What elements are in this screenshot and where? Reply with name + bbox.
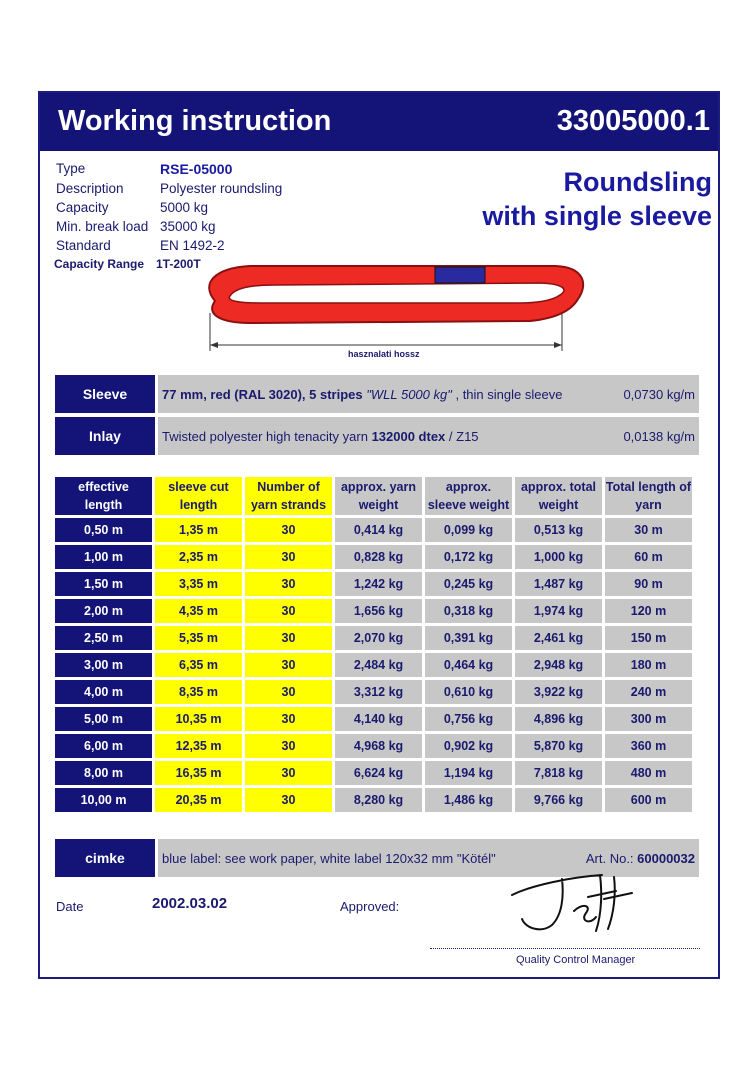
roundsling-drawing <box>40 253 722 363</box>
cell-total-weight: 1,487 kg <box>515 572 602 596</box>
dimension-arrow-right <box>554 342 562 348</box>
inlay-yarn: Twisted polyester high tenacity yarn <box>162 428 372 444</box>
spec-key-capacity-range: Capacity Range <box>54 257 145 271</box>
approver-role: Quality Control Manager <box>516 954 636 966</box>
cell-effective-length: 1,00 m <box>55 545 152 569</box>
cell-total-yarn-length: 90 m <box>605 572 692 596</box>
cell-yarn-weight: 0,828 kg <box>335 545 422 569</box>
table-row <box>55 599 692 623</box>
sleeve-description <box>162 387 562 402</box>
cell-effective-length: 6,00 m <box>55 734 152 758</box>
cell-yarn-strands: 30 <box>245 761 332 785</box>
cell-sleeve-cut-length: 12,35 m <box>155 734 242 758</box>
col-header-total-weight: approx. total weight <box>515 477 602 515</box>
cell-yarn-weight: 8,280 kg <box>335 788 422 812</box>
inlay-twist: / Z15 <box>445 428 479 444</box>
article-number: Art. No.: 60000032 <box>585 850 695 866</box>
document-number: 33005000.1 <box>556 105 710 137</box>
cell-yarn-strands: 30 <box>245 788 332 812</box>
table-row <box>55 626 692 650</box>
cell-sleeve-cut-length: 8,35 m <box>155 680 242 704</box>
cell-sleeve-weight: 0,756 kg <box>425 707 512 731</box>
cell-effective-length: 5,00 m <box>55 707 152 731</box>
col-header-sleeve-weight: approx. sleeve weight <box>425 477 512 515</box>
table-header-row <box>55 477 692 515</box>
cell-yarn-weight: 1,656 kg <box>335 599 422 623</box>
cell-total-yarn-length: 30 m <box>605 518 692 542</box>
table-row <box>55 572 692 596</box>
table-row <box>55 788 692 812</box>
spec-key-standard: Standard <box>56 238 111 253</box>
dimension-arrow-left <box>210 342 218 348</box>
cell-effective-length: 2,50 m <box>55 626 152 650</box>
cell-yarn-weight: 4,140 kg <box>335 707 422 731</box>
cell-yarn-weight: 2,484 kg <box>335 653 422 677</box>
cell-sleeve-cut-length: 4,35 m <box>155 599 242 623</box>
cell-sleeve-weight: 0,391 kg <box>425 626 512 650</box>
cell-yarn-strands: 30 <box>245 545 332 569</box>
cell-sleeve-cut-length: 3,35 m <box>155 572 242 596</box>
product-title-line1: Roundsling <box>563 167 712 197</box>
table-row <box>55 545 692 569</box>
spec-value-capacity: 5000 kg <box>160 200 209 215</box>
cell-effective-length: 10,00 m <box>55 788 152 812</box>
approved-label: Approved: <box>340 899 400 914</box>
cell-total-weight: 3,922 kg <box>515 680 602 704</box>
signature-line <box>430 948 700 949</box>
cell-sleeve-cut-length: 20,35 m <box>155 788 242 812</box>
col-header-total-yarn-length: Total length of yarn <box>605 477 692 515</box>
label-row-label: cimke <box>55 839 155 877</box>
length-table <box>52 474 695 815</box>
label-row-text: blue label: see work paper, white label 120x32 mm "Kötél" <box>162 850 496 866</box>
col-header-yarn-weight: approx. yarn weight <box>335 477 422 515</box>
cell-effective-length: 2,00 m <box>55 599 152 623</box>
cell-effective-length: 0,50 m <box>55 518 152 542</box>
document-title: Working instruction <box>58 105 332 137</box>
cell-effective-length: 8,00 m <box>55 761 152 785</box>
spec-value-break-load: 35000 kg <box>160 219 216 234</box>
sleeve-tag <box>435 267 485 283</box>
cell-total-yarn-length: 60 m <box>605 545 692 569</box>
cell-sleeve-weight: 0,902 kg <box>425 734 512 758</box>
cell-total-yarn-length: 300 m <box>605 707 692 731</box>
date-label: Date <box>56 899 84 914</box>
spec-key-capacity: Capacity <box>56 200 109 215</box>
cell-total-weight: 5,870 kg <box>515 734 602 758</box>
cell-sleeve-cut-length: 2,35 m <box>155 545 242 569</box>
sleeve-spec-bold: 77 mm, red (RAL 3020), 5 stripes <box>162 386 363 402</box>
inlay-description <box>162 429 479 444</box>
cell-total-yarn-length: 120 m <box>605 599 692 623</box>
sling-inner-loop <box>229 283 564 303</box>
cell-yarn-strands: 30 <box>245 653 332 677</box>
cell-sleeve-weight: 0,245 kg <box>425 572 512 596</box>
cell-sleeve-cut-length: 5,35 m <box>155 626 242 650</box>
cell-sleeve-cut-length: 10,35 m <box>155 707 242 731</box>
sleeve-label: Sleeve <box>55 375 155 413</box>
date-value: 2002.03.02 <box>152 895 228 912</box>
table-row <box>55 680 692 704</box>
col-header-sleeve-cut-length: sleeve cut length <box>155 477 242 515</box>
spec-key-break-load: Min. break load <box>56 219 149 234</box>
cell-total-weight: 1,974 kg <box>515 599 602 623</box>
cell-yarn-strands: 30 <box>245 518 332 542</box>
table-row <box>55 518 692 542</box>
cell-effective-length: 4,00 m <box>55 680 152 704</box>
spec-key-type: Type <box>56 161 86 176</box>
cell-sleeve-weight: 0,610 kg <box>425 680 512 704</box>
spec-value-standard: EN 1492-2 <box>160 238 225 253</box>
product-title <box>482 165 712 233</box>
spec-value-type: RSE-05000 <box>160 161 233 177</box>
sleeve-weight: 0,0730 kg/m <box>623 386 695 402</box>
product-title-line2: with single sleeve <box>482 201 712 231</box>
document-frame <box>38 91 720 979</box>
cell-total-yarn-length: 240 m <box>605 680 692 704</box>
cell-yarn-strands: 30 <box>245 707 332 731</box>
table-row <box>55 707 692 731</box>
dimension-label: hasznalati hossz <box>348 349 420 359</box>
inlay-label: Inlay <box>55 417 155 455</box>
cell-total-weight: 0,513 kg <box>515 518 602 542</box>
spec-value-description: Polyester roundsling <box>160 181 283 196</box>
cell-yarn-weight: 2,070 kg <box>335 626 422 650</box>
inlay-dtex: 132000 dtex <box>371 428 446 444</box>
col-header-yarn-strands: Number of yarn strands <box>245 477 332 515</box>
cell-yarn-strands: 30 <box>245 599 332 623</box>
cell-sleeve-weight: 1,194 kg <box>425 761 512 785</box>
cell-yarn-weight: 4,968 kg <box>335 734 422 758</box>
cell-sleeve-cut-length: 16,35 m <box>155 761 242 785</box>
signature <box>492 867 642 937</box>
cell-yarn-weight: 0,414 kg <box>335 518 422 542</box>
table-row <box>55 653 692 677</box>
cell-total-weight: 9,766 kg <box>515 788 602 812</box>
table-row <box>55 734 692 758</box>
cell-sleeve-weight: 1,486 kg <box>425 788 512 812</box>
cell-total-weight: 2,948 kg <box>515 653 602 677</box>
cell-sleeve-weight: 0,318 kg <box>425 599 512 623</box>
cell-sleeve-cut-length: 6,35 m <box>155 653 242 677</box>
cell-total-weight: 4,896 kg <box>515 707 602 731</box>
inlay-description-cell <box>158 417 699 455</box>
cell-total-weight: 7,818 kg <box>515 761 602 785</box>
spec-key-description: Description <box>56 181 124 196</box>
cell-total-weight: 2,461 kg <box>515 626 602 650</box>
cell-yarn-strands: 30 <box>245 626 332 650</box>
cell-yarn-strands: 30 <box>245 680 332 704</box>
cell-effective-length: 1,50 m <box>55 572 152 596</box>
sleeve-type: , thin single sleeve <box>451 386 563 402</box>
cell-yarn-weight: 1,242 kg <box>335 572 422 596</box>
cell-effective-length: 3,00 m <box>55 653 152 677</box>
spec-value-capacity-range: 1T-200T <box>156 257 201 271</box>
cell-total-yarn-length: 480 m <box>605 761 692 785</box>
cell-sleeve-weight: 0,099 kg <box>425 518 512 542</box>
cell-yarn-weight: 6,624 kg <box>335 761 422 785</box>
inlay-weight: 0,0138 kg/m <box>623 428 695 444</box>
cell-total-yarn-length: 600 m <box>605 788 692 812</box>
cell-total-yarn-length: 150 m <box>605 626 692 650</box>
cell-total-yarn-length: 360 m <box>605 734 692 758</box>
cell-sleeve-cut-length: 1,35 m <box>155 518 242 542</box>
table-row <box>55 761 692 785</box>
cell-total-yarn-length: 180 m <box>605 653 692 677</box>
cell-yarn-strands: 30 <box>245 734 332 758</box>
cell-sleeve-weight: 0,464 kg <box>425 653 512 677</box>
col-header-effective-length: effective length <box>55 477 152 515</box>
cell-total-weight: 1,000 kg <box>515 545 602 569</box>
sleeve-wll: "WLL 5000 kg" <box>366 386 452 402</box>
cell-sleeve-weight: 0,172 kg <box>425 545 512 569</box>
cell-yarn-weight: 3,312 kg <box>335 680 422 704</box>
sleeve-description-cell <box>158 375 699 413</box>
header-bar <box>40 93 718 151</box>
cell-yarn-strands: 30 <box>245 572 332 596</box>
